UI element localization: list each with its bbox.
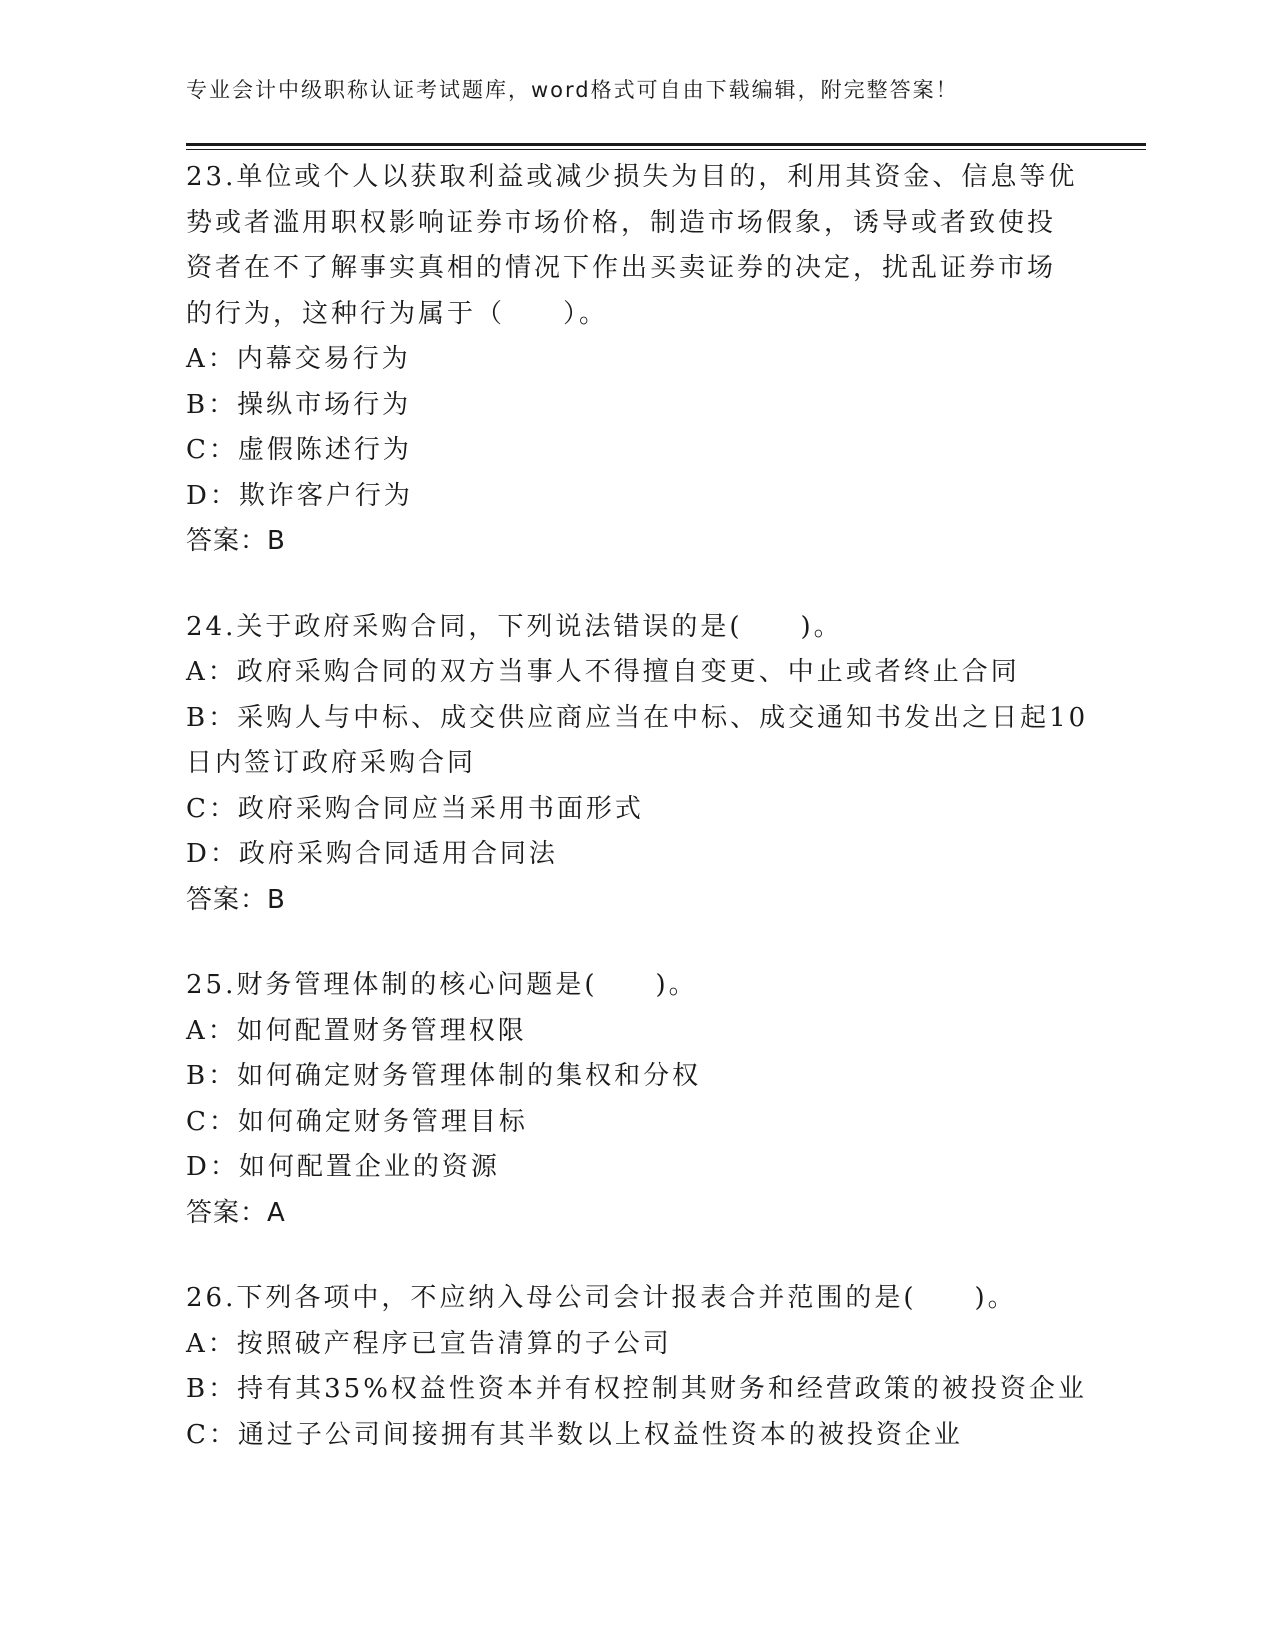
- header-rule-thin: [186, 149, 1146, 150]
- question-list: [186, 155, 1089, 1498]
- option-b: B：持有其35%权益性资本并有权控制其财务和经营政策的被投资企业: [186, 1374, 1087, 1404]
- question-24: [186, 605, 1089, 924]
- question-stem-line: 23.单位或个人以获取利益或减少损失为目的，利用其资金、信息等优: [186, 162, 1078, 192]
- question-stem-line: 的行为，这种行为属于（ ）。: [186, 298, 609, 329]
- question-stem-line: 26.下列各项中，不应纳入母公司会计报表合并范围的是( )。: [186, 1283, 1017, 1313]
- option-a: A：如何配置财务管理权限: [186, 1015, 527, 1046]
- question-23: [186, 155, 1086, 565]
- option-d: D：如何配置企业的资源: [186, 1152, 500, 1182]
- header-rule-thick: [186, 143, 1146, 146]
- option-b: B：操纵市场行为: [186, 389, 412, 420]
- question-stem-line: 24.关于政府采购合同，下列说法错误的是( )。: [186, 611, 843, 642]
- option-a: A：按照破产程序已宣告清算的子公司: [186, 1328, 672, 1359]
- page-header: 专业会计中级职称认证考试题库，word格式可自由下载编辑，附完整答案！: [186, 78, 959, 102]
- question-25: [186, 963, 1086, 1236]
- option-c: C：通过子公司间接拥有其半数以上权益性资本的被投资企业: [186, 1419, 963, 1450]
- option-b: B：如何确定财务管理体制的集权和分权: [186, 1061, 702, 1091]
- option-b: B：采购人与中标、成交供应商应当在中标、成交通知书发出之日起10: [186, 702, 1089, 733]
- question-stem-line: 势或者滥用职权影响证券市场价格，制造市场假象，诱导或者致使投: [186, 207, 1057, 238]
- option-a: A：内幕交易行为: [186, 344, 411, 374]
- option-b-continued: 日内签订政府采购合同: [186, 748, 477, 778]
- option-d: D：政府采购合同适用合同法: [186, 839, 558, 869]
- option-c: C：虚假陈述行为: [186, 435, 412, 465]
- option-d: D：欺诈客户行为: [186, 480, 413, 511]
- answer: 答案：B: [186, 884, 286, 915]
- option-c: C：政府采购合同应当采用书面形式: [186, 793, 644, 824]
- option-a: A：政府采购合同的双方当事人不得擅自变更、中止或者终止合同: [186, 657, 1020, 687]
- option-c: C：如何确定财务管理目标: [186, 1106, 528, 1137]
- question-26: [186, 1276, 1086, 1458]
- answer: 答案：A: [186, 1197, 286, 1228]
- question-stem-line: 25.财务管理体制的核心问题是( )。: [186, 970, 698, 1000]
- question-stem-line: 资者在不了解事实真相的情况下作出买卖证券的决定，扰乱证券市场: [186, 253, 1057, 283]
- answer: 答案：B: [186, 526, 286, 556]
